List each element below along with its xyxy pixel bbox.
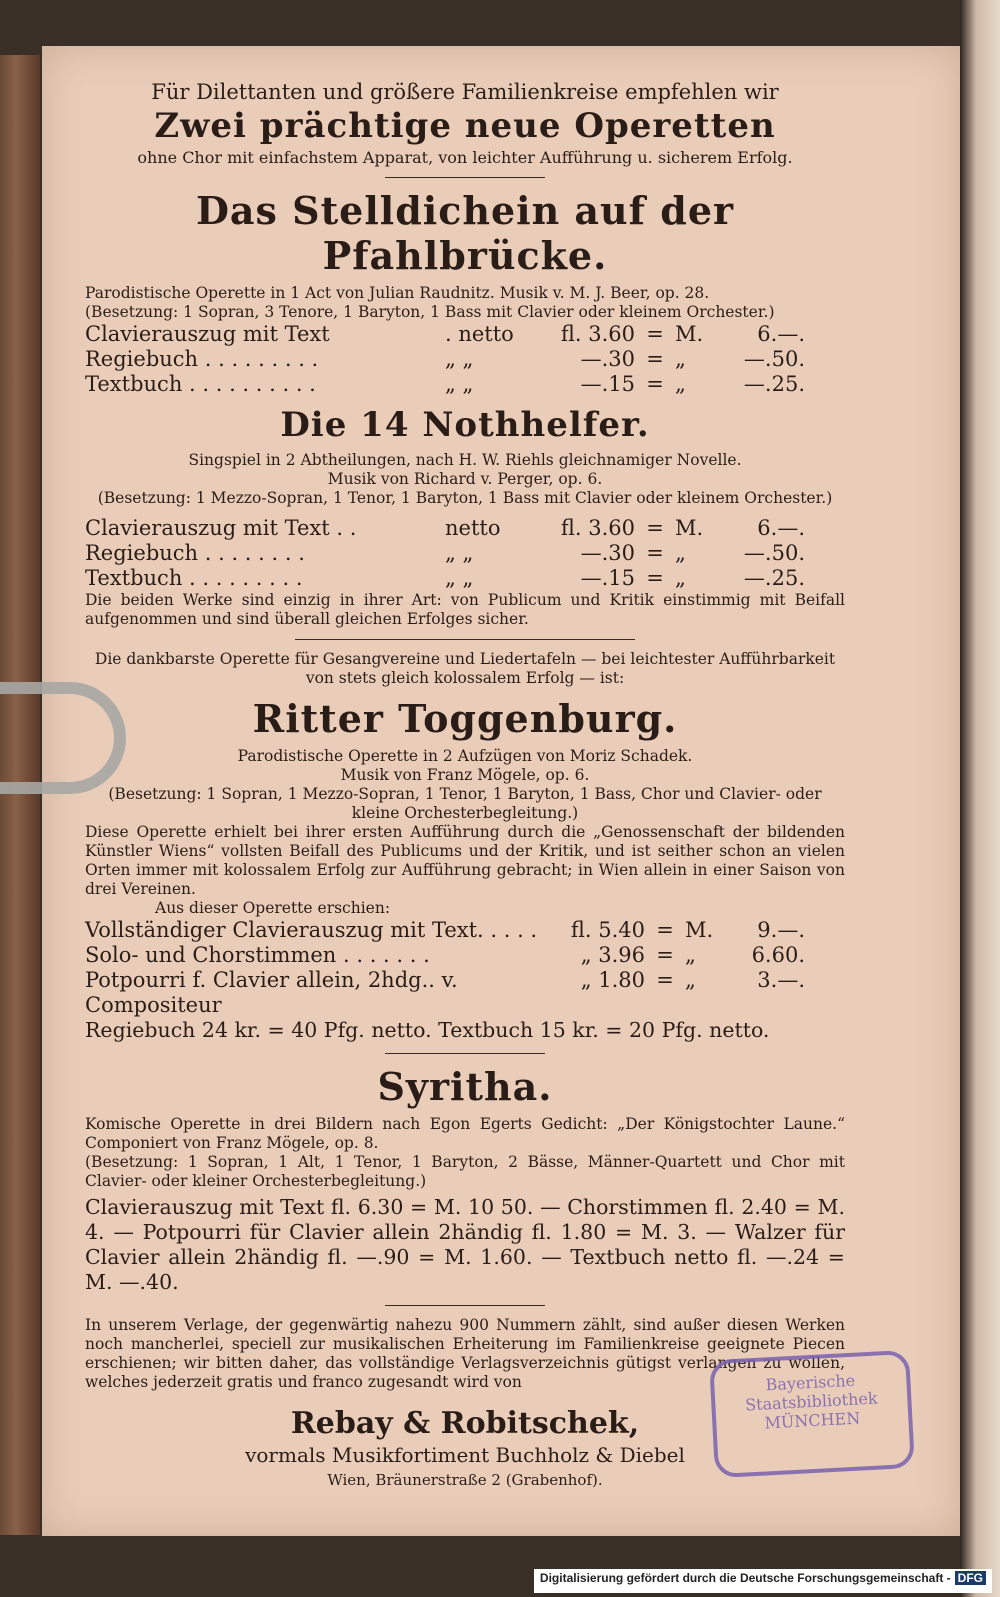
ritter-lead: Die dankbarste Operette für Gesangvereine und Liedertafeln — bei leichtester Aufführbarkeit von stets gleich kolossalem Erfolg — ist:	[94, 650, 836, 687]
price-name: Vollständiger Clavierauszug mit Text. . . . .	[85, 918, 538, 942]
price-row	[85, 943, 845, 968]
syritha-prices: Clavierauszug mit Text fl. 6.30 = M. 10 50. — Chorstimmen fl. 2.40 = M. 4. — Potpourri für Clavier allein 2händig fl. 1.80 = M. 3. — Walzer für Clavier allein 2händig fl. —.90 = M. 1.60. — Textbuch netto fl. —.24 = M. —.40.	[85, 1195, 845, 1294]
price-fl: fl. 5.40	[570, 918, 645, 942]
syritha-line: (Besetzung: 1 Sopran, 1 Alt, 1 Tenor, 1 Baryton, 2 Bässe, Männer-Quartett und Chor mit Clavier- oder kleiner Orchesterbegleitung.)	[85, 1153, 845, 1190]
publisher-name: Rebay & Robitschek,	[290, 1406, 640, 1441]
price-row	[85, 516, 845, 541]
price-mark: „ „	[445, 541, 474, 565]
publisher-address: Wien, Bräunerstraße 2 (Grabenhof).	[327, 1471, 603, 1489]
price-eq: =	[646, 566, 664, 590]
work-2-note: Die beiden Werke sind einzig in ihrer Art: von Publicum und Kritik einstimmig mit Beifall aufgenommen und sind überall gleichen Erfolges sicher.	[85, 591, 845, 628]
price-name: Textbuch . . . . . . . . .	[85, 566, 303, 590]
price-fl: —.30	[580, 541, 635, 565]
price-eq: =	[656, 968, 674, 992]
price-row	[85, 347, 845, 372]
price-eq: =	[656, 918, 674, 942]
divider	[385, 1305, 545, 1306]
price-mark: „ „	[445, 566, 474, 590]
price-eq: =	[646, 347, 664, 371]
work-2-line: Musik von Richard v. Perger, op. 6.	[327, 470, 603, 488]
work-1-line: (Besetzung: 1 Sopran, 3 Tenore, 1 Baryton, 1 Bass mit Clavier oder kleinem Orchester.)	[85, 303, 775, 321]
divider	[295, 639, 635, 640]
price-m: 6.—.	[757, 322, 805, 346]
page-content	[85, 80, 845, 1489]
price-mark: . netto	[445, 322, 514, 346]
price-cur: „	[675, 541, 686, 565]
work-2-line: Singspiel in 2 Abtheilungen, nach H. W. Riehls gleichnamiger Novelle.	[188, 451, 742, 469]
price-m: 9.—.	[757, 918, 805, 942]
price-m: —.50.	[743, 347, 805, 371]
price-cur: „	[675, 566, 686, 590]
work-1-title: Das Stelldichein auf der Pfahlbrücke.	[195, 188, 735, 278]
price-eq: =	[656, 943, 674, 967]
price-m: —.25.	[743, 566, 805, 590]
price-fl: —.15	[580, 566, 635, 590]
price-fl: —.15	[580, 372, 635, 396]
work-2-line: (Besetzung: 1 Mezzo-Sopran, 1 Tenor, 1 Baryton, 1 Bass mit Clavier oder kleinem Orchester.)	[97, 489, 833, 507]
price-fl: —.30	[580, 347, 635, 371]
stamp-text: Bayerische Staatsbibliothek MÜNCHEN	[744, 1370, 878, 1433]
price-m: 6.60.	[751, 943, 805, 967]
price-cur: „	[675, 372, 686, 396]
price-m: 3.—.	[757, 968, 805, 992]
price-eq: =	[646, 322, 664, 346]
ritter-text: Diese Operette erhielt bei ihrer ersten Aufführung durch die „Genossenschaft der bildenden Künstler Wiens“ vollsten Beifall des Publicums und der Kritik, und ist seither schon an vielen Orten immer mit kolossalem Erfolg zur Aufführung gebracht; in Wien allein in einer Saison von drei Vereinen.	[85, 823, 845, 898]
ritter-title: Ritter Toggenburg.	[252, 696, 678, 741]
library-stamp	[709, 1350, 915, 1478]
price-name: Regiebuch . . . . . . . .	[85, 541, 305, 565]
price-fl: fl. 3.60	[560, 516, 635, 540]
price-name: Clavierauszug mit Text . .	[85, 516, 357, 540]
price-mark: netto	[445, 516, 501, 540]
subline: ohne Chor mit einfachstem Apparat, von leichter Aufführung u. sicherem Erfolg.	[137, 148, 793, 167]
ritter-line: (Besetzung: 1 Sopran, 1 Mezzo-Sopran, 1 Tenor, 1 Baryton, 1 Bass, Chor und Clavier- oder kleine Orchesterbegleitung.)	[108, 785, 822, 822]
price-name: Potpourri f. Clavier allein, 2hdg.. v. Compositeur	[85, 968, 458, 1017]
dfg-logo: DFG	[955, 1571, 986, 1585]
price-cur: „	[685, 968, 696, 992]
work-1-line: Parodistische Operette in 1 Act von Julian Raudnitz. Musik v. M. J. Beer, op. 28.	[85, 284, 710, 302]
price-eq: =	[646, 541, 664, 565]
price-m: —.25.	[743, 372, 805, 396]
price-cur: M.	[675, 322, 704, 346]
ritter-last: Regiebuch 24 kr. = 40 Pfg. netto. Textbuch 15 kr. = 20 Pfg. netto.	[85, 1018, 770, 1042]
divider	[385, 177, 545, 178]
intro-line: Für Dilettanten und größere Familienkreise empfehlen wir	[151, 80, 779, 104]
price-name: Solo- und Chorstimmen . . . . . . .	[85, 943, 430, 967]
closing-text: In unserem Verlage, der gegenwärtig nahezu 900 Nummern zählt, sind außer diesen Werken noch mancherlei, speciell zur musikalischen Erheiterung im Familienkreise geeignete Piecen erschienen; wir bitten daher, das vollständige Verlagsverzeichnis gütigst verlangen zu wollen, welches jederzeit gratis und franco zugesandt wird von	[85, 1316, 845, 1391]
price-cur: „	[685, 943, 696, 967]
book-spine-left	[0, 55, 40, 1535]
headline: Zwei prächtige neue Operetten	[154, 106, 776, 146]
publisher-line: vormals Musikfortiment Buchholz & Diebel	[245, 1443, 685, 1467]
price-fl: „ 3.96	[580, 943, 645, 967]
syritha-title: Syritha.	[377, 1064, 553, 1109]
price-cur: M.	[685, 918, 714, 942]
price-cur: M.	[675, 516, 704, 540]
divider	[385, 1053, 545, 1054]
price-m: —.50.	[743, 541, 805, 565]
price-row	[85, 566, 845, 591]
price-mark: „ „	[445, 372, 474, 396]
footer-credit	[534, 1569, 992, 1593]
price-row	[85, 541, 845, 566]
price-row	[85, 322, 845, 347]
price-eq: =	[646, 516, 664, 540]
syritha-line: Komische Operette in drei Bildern nach Egon Egerts Gedicht: „Der Königstochter Laune.“ Componiert von Franz Mögele, op. 8.	[85, 1115, 845, 1152]
work-2-title: Die 14 Nothhelfer.	[280, 405, 650, 445]
price-m: 6.—.	[757, 516, 805, 540]
ritter-line: Musik von Franz Mögele, op. 6.	[340, 766, 590, 784]
price-name: Regiebuch . . . . . . . . .	[85, 347, 319, 371]
ritter-line: Parodistische Operette in 2 Aufzügen von Moriz Schadek.	[237, 747, 693, 765]
price-row	[85, 918, 845, 943]
price-mark: „ „	[445, 347, 474, 371]
price-fl: „ 1.80	[580, 968, 645, 992]
page-edge-right	[960, 0, 1000, 1597]
price-eq: =	[646, 372, 664, 396]
price-cur: „	[675, 347, 686, 371]
price-row	[85, 372, 845, 397]
price-fl: fl. 3.60	[560, 322, 635, 346]
price-name: Textbuch . . . . . . . . . .	[85, 372, 316, 396]
footer-text: Digitalisierung gefördert durch die Deutsche Forschungsgemeinschaft -	[539, 1571, 951, 1585]
price-name: Clavierauszug mit Text	[85, 322, 330, 346]
ritter-aus: Aus dieser Operette erschien:	[155, 899, 391, 917]
price-row	[85, 968, 845, 1018]
